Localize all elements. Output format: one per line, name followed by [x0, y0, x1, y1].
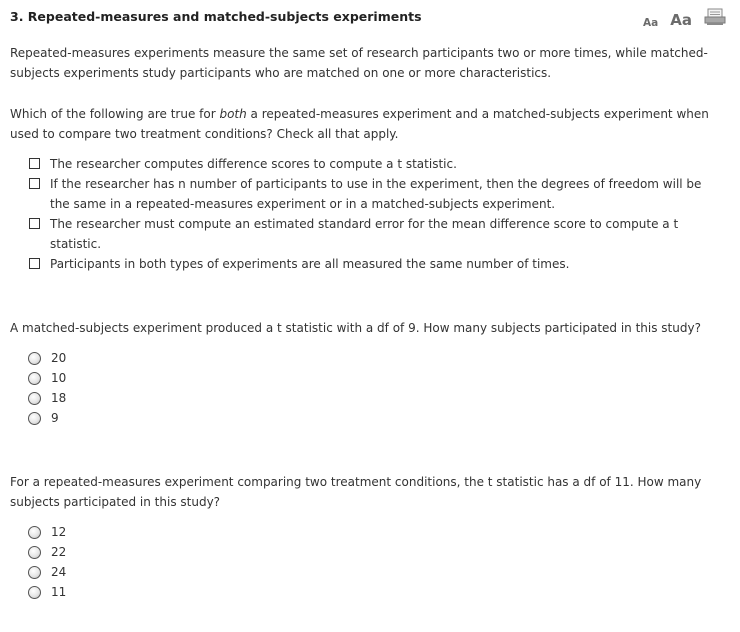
radio-button[interactable] [28, 372, 41, 385]
q1-prompt-end: a repeated-measures experiment and a matched-subjects experiment when used to compare two treatment conditions? Check all that apply. [10, 107, 709, 141]
radio-button[interactable] [28, 412, 41, 425]
q3-option[interactable] [28, 542, 66, 562]
checkbox[interactable] [29, 258, 40, 269]
question-title: 3. Repeated-measures and matched-subjects experiments [10, 9, 422, 24]
question-3-prompt: For a repeated-measures experiment comparing two treatment conditions, the t statistic has a df of 11. How many subjects participated in this study? [10, 475, 702, 509]
q1-option[interactable] [29, 174, 719, 214]
checkbox[interactable] [29, 178, 40, 189]
question-3-options [28, 522, 66, 602]
checkbox[interactable] [29, 218, 40, 229]
intro-text: Repeated-measures experiments measure the same set of research participants two or more times, while matched-subjects experiments study participants who are matched on one or more characteristics. [10, 46, 708, 80]
option-label: 22 [51, 545, 67, 559]
option-label: 10 [51, 371, 67, 385]
option-label: 24 [51, 565, 67, 579]
radio-button[interactable] [28, 352, 41, 365]
option-label: 9 [51, 411, 59, 425]
radio-button[interactable] [28, 546, 41, 559]
question-2-options [28, 348, 66, 428]
q2-option[interactable] [28, 408, 66, 428]
print-icon[interactable] [704, 8, 726, 29]
option-label: 11 [51, 585, 67, 599]
q2-option[interactable] [28, 368, 66, 388]
decrease-font-button[interactable]: Aa [643, 17, 659, 29]
q1-prompt-start: Which of the following are true for [10, 107, 220, 121]
question-2-prompt: A matched-subjects experiment produced a t statistic with a df of 9. How many subjects participated in this study? [10, 321, 701, 335]
option-label: 18 [51, 391, 67, 405]
option-label: The researcher computes difference scores to compute a t statistic. [50, 157, 457, 171]
option-label: 12 [51, 525, 67, 539]
q3-option[interactable] [28, 562, 66, 582]
question-1-prompt [10, 104, 725, 144]
option-label: Participants in both types of experiments are all measured the same number of times. [50, 257, 570, 271]
option-label: 20 [51, 351, 67, 365]
radio-button[interactable] [28, 566, 41, 579]
toolbar [643, 8, 726, 29]
increase-font-button[interactable]: Aa [670, 11, 692, 29]
radio-button[interactable] [28, 392, 41, 405]
radio-button[interactable] [28, 526, 41, 539]
option-label: If the researcher has n number of participants to use in the experiment, then the degrees of freedom will be the same in a repeated-measures experiment or in a matched-subjects experiment. [50, 177, 702, 211]
q2-option[interactable] [28, 348, 66, 368]
q2-option[interactable] [28, 388, 66, 408]
question-header [10, 9, 730, 31]
q3-option[interactable] [28, 582, 66, 602]
q1-prompt-emphasis: both [219, 107, 247, 121]
q1-option[interactable] [29, 254, 719, 274]
question-1-options [29, 154, 719, 274]
checkbox[interactable] [29, 158, 40, 169]
radio-button[interactable] [28, 586, 41, 599]
q1-option[interactable] [29, 214, 719, 254]
q1-option[interactable] [29, 154, 719, 174]
option-label: The researcher must compute an estimated standard error for the mean difference score to compute a t statistic. [50, 217, 679, 251]
q3-option[interactable] [28, 522, 66, 542]
